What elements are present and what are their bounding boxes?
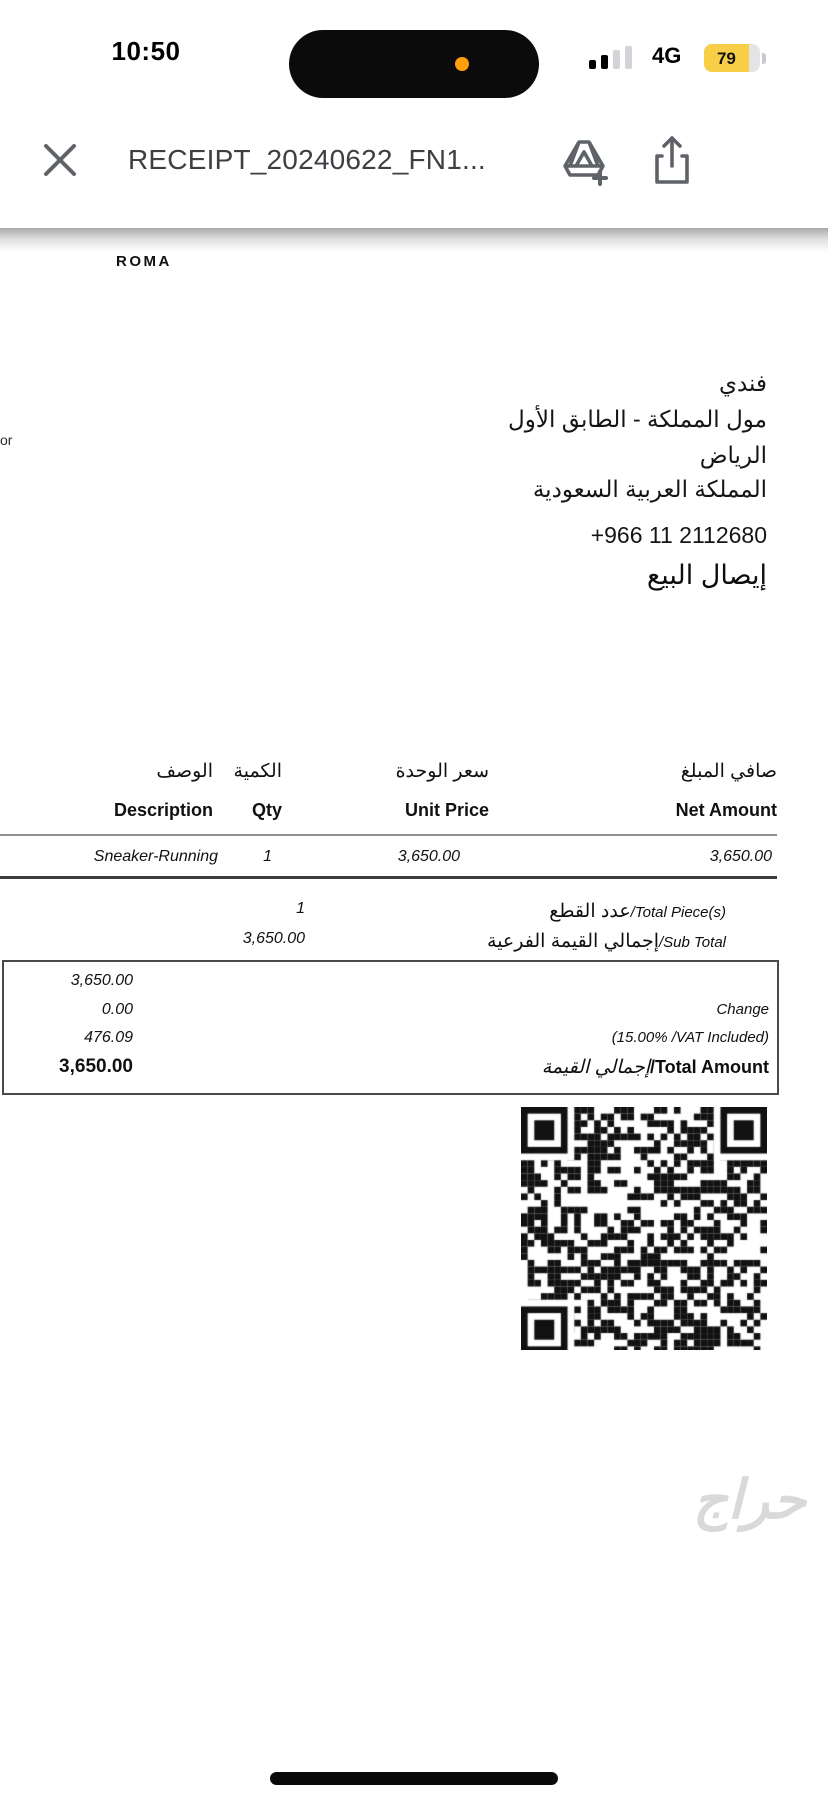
home-indicator[interactable] <box>270 1772 558 1785</box>
watermark-logo: حراج <box>692 1470 806 1530</box>
total-pieces-row <box>0 900 777 926</box>
signal-strength-icon <box>589 46 637 69</box>
header-description-ar: الوصف <box>156 761 213 782</box>
close-button[interactable] <box>32 132 88 188</box>
battery-percent: 79 <box>716 49 736 68</box>
table-header-rule <box>0 834 777 836</box>
item-unit-price: 3,650.00 <box>397 848 460 865</box>
share-button[interactable] <box>644 132 700 188</box>
totals-box <box>2 960 779 1095</box>
change-value: 0.00 <box>101 1001 133 1018</box>
item-description: Sneaker-Running <box>93 848 218 865</box>
tendered-row <box>4 972 777 998</box>
item-net-amount: 3,650.00 <box>709 848 772 865</box>
change-label: Change <box>716 1001 769 1018</box>
change-row <box>4 1001 777 1027</box>
store-name: فندي <box>718 370 767 396</box>
add-to-drive-button[interactable] <box>556 132 612 188</box>
header-unit-price: Unit Price <box>404 800 489 820</box>
dynamic-island <box>289 30 539 98</box>
store-phone: +966 11 2112680 <box>590 522 767 548</box>
file-title: RECEIPT_20240622_FN1... <box>128 144 486 175</box>
header-net-amount: Net Amount <box>675 800 777 820</box>
header-unit-price-ar: سعر الوحدة <box>395 761 489 782</box>
header-net-amount-ar: صافي المبلغ <box>680 761 777 782</box>
tendered-value: 3,650.00 <box>70 972 133 989</box>
clipped-text-fragment: or <box>0 432 13 448</box>
qr-code <box>521 1107 767 1350</box>
total-pieces-value: 1 <box>296 900 305 917</box>
viewer-toolbar <box>0 110 828 222</box>
receipt-title: إيصال البيع <box>646 560 767 590</box>
sub-total-label: إجمالي القيمة الفرعية/Sub Total <box>487 931 726 952</box>
table-bottom-rule <box>0 876 777 879</box>
total-pieces-label: عدد القطع/Total Piece(s) <box>549 901 726 922</box>
store-address: مول المملكة - الطابق الأول <box>508 406 767 432</box>
header-qty-ar: الكمية <box>233 761 282 782</box>
vat-row <box>4 1029 777 1055</box>
battery-cap <box>762 53 766 64</box>
clock: 10:50 <box>111 36 181 66</box>
header-qty: Qty <box>251 800 282 820</box>
total-amount-label: إجمالي القيمة/Total Amount <box>541 1057 769 1078</box>
network-type-label: 4G <box>652 43 682 68</box>
store-country: المملكة العربية السعودية <box>532 476 767 502</box>
header-description: Description <box>113 800 213 820</box>
item-qty: 1 <box>263 848 272 865</box>
vat-label: (15.00% /VAT Included) <box>611 1029 769 1046</box>
pdf-page[interactable] <box>0 252 828 1800</box>
sub-total-row <box>0 930 777 956</box>
page-top-shadow <box>0 228 828 252</box>
vat-value: 476.09 <box>84 1029 133 1046</box>
store-city: الرياض <box>699 442 767 468</box>
sub-total-value: 3,650.00 <box>242 930 305 947</box>
total-amount-row <box>4 1056 777 1082</box>
battery-icon <box>704 44 760 72</box>
total-amount-value: 3,650.00 <box>59 1056 133 1077</box>
mic-indicator-dot <box>455 57 469 71</box>
brand-logo-text: ROMA <box>116 253 172 270</box>
